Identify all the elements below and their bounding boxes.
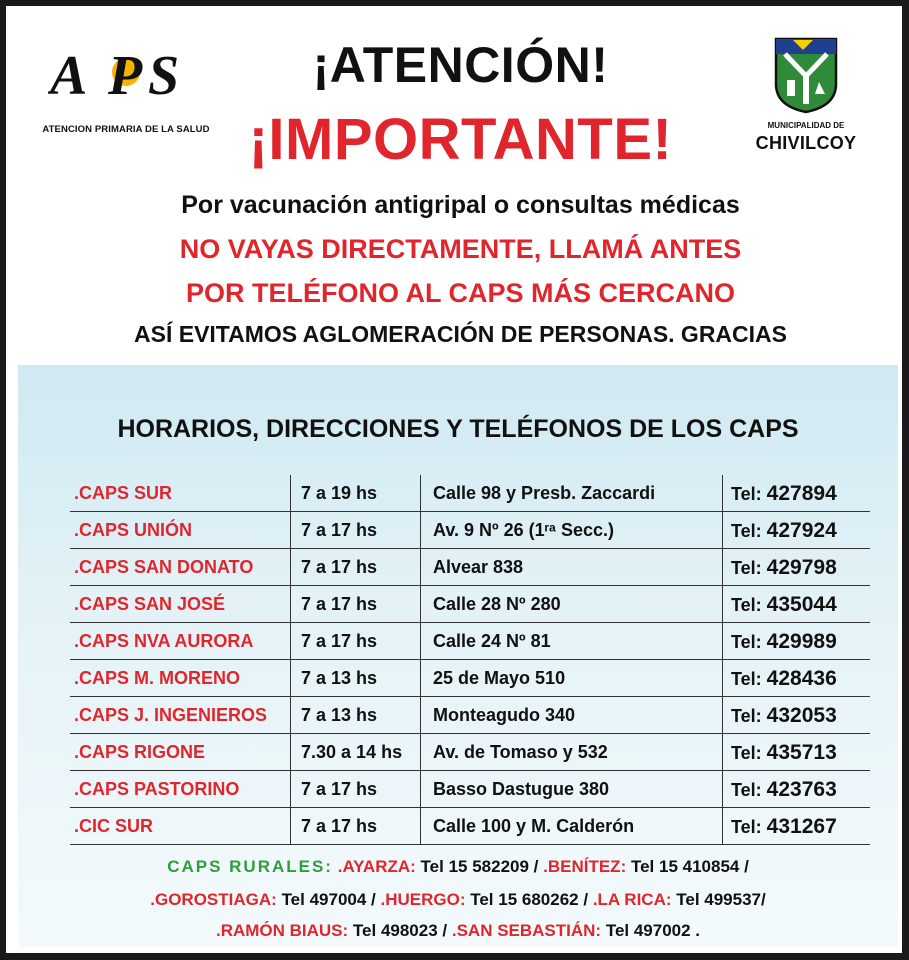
tel-number: 427894 bbox=[766, 482, 837, 505]
message-line-2: NO VAYAS DIRECTAMENTE, LLAMÁ ANTES bbox=[179, 234, 742, 264]
table-row bbox=[70, 586, 870, 623]
rural-tel: Tel 499537/ bbox=[676, 890, 766, 909]
rural-line-1 bbox=[18, 857, 898, 877]
message-line-4: ASÍ EVITAMOS AGLOMERACIÓN DE PERSONAS. GRACIAS bbox=[134, 321, 787, 347]
rural-name: .SAN SEBASTIÁN: bbox=[451, 921, 602, 940]
rural-tel: Tel 15 680262 / bbox=[470, 890, 589, 909]
caps-hours: 7 a 13 hs bbox=[290, 660, 420, 697]
caps-name: .CAPS J. INGENIEROS bbox=[74, 705, 268, 725]
rural-name: .AYARZA: bbox=[337, 857, 416, 876]
caps-hours: 7 a 17 hs bbox=[290, 512, 420, 549]
caps-phone bbox=[722, 623, 870, 660]
rural-line-2 bbox=[18, 890, 898, 910]
caps-name: .CIC SUR bbox=[74, 816, 154, 836]
caps-hours: 7 a 17 hs bbox=[290, 549, 420, 586]
rural-name: .HUERGO: bbox=[380, 890, 466, 909]
caps-phone bbox=[722, 549, 870, 586]
municipality-logo bbox=[746, 36, 866, 161]
title-attention: ¡ATENCIÓN! bbox=[312, 37, 609, 93]
caps-address: Basso Dastugue 380 bbox=[420, 771, 722, 808]
caps-hours: 7 a 13 hs bbox=[290, 697, 420, 734]
caps-address: Av. 9 Nº 26 (1ʳᵃ Secc.) bbox=[420, 512, 722, 549]
tel-number: 435713 bbox=[766, 741, 837, 764]
caps-name: .CAPS NVA AURORA bbox=[74, 631, 254, 651]
caps-name: .CAPS SAN JOSÉ bbox=[74, 594, 226, 614]
svg-text:S: S bbox=[148, 45, 180, 104]
caps-name: .CAPS PASTORINO bbox=[74, 779, 240, 799]
tel-number: 429989 bbox=[766, 630, 837, 653]
municipality-name: CHIVILCOY bbox=[755, 133, 857, 153]
rural-tel: Tel 15 582209 / bbox=[420, 857, 539, 876]
caps-name: .CAPS SUR bbox=[74, 483, 173, 503]
tel-label: Tel: bbox=[731, 632, 767, 652]
tel-number: 432053 bbox=[766, 704, 837, 727]
aps-subtitle: ATENCION PRIMARIA DE LA SALUD bbox=[42, 124, 210, 135]
tel-number: 427924 bbox=[766, 519, 837, 542]
tel-label: Tel: bbox=[731, 484, 767, 504]
tel-number: 435044 bbox=[766, 593, 837, 616]
municipality-label: MUNICIPALIDAD DE bbox=[767, 121, 845, 130]
rural-name: .RAMÓN BIAUS: bbox=[215, 921, 349, 940]
caps-name: .CAPS M. MORENO bbox=[74, 668, 241, 688]
caps-phone bbox=[722, 697, 870, 734]
tel-number: 423763 bbox=[766, 778, 837, 801]
table-row bbox=[70, 512, 870, 549]
table-row bbox=[70, 697, 870, 734]
caps-address: 25 de Mayo 510 bbox=[420, 660, 722, 697]
svg-text:A: A bbox=[50, 45, 88, 104]
tel-label: Tel: bbox=[731, 595, 767, 615]
caps-address: Calle 28 Nº 280 bbox=[420, 586, 722, 623]
caps-address: Alvear 838 bbox=[420, 549, 722, 586]
rural-tel: Tel 498023 / bbox=[352, 921, 448, 940]
caps-phone bbox=[722, 771, 870, 808]
shield-icon bbox=[773, 36, 839, 114]
caps-hours: 7 a 17 hs bbox=[290, 586, 420, 623]
tel-label: Tel: bbox=[731, 743, 767, 763]
rural-name: .LA RICA: bbox=[592, 890, 672, 909]
tel-label: Tel: bbox=[731, 521, 767, 541]
table-row bbox=[70, 771, 870, 808]
tel-label: Tel: bbox=[731, 558, 767, 578]
table-row bbox=[70, 623, 870, 660]
rural-label: CAPS RURALES: bbox=[167, 857, 333, 876]
caps-hours: 7.30 a 14 hs bbox=[290, 734, 420, 771]
caps-hours: 7 a 17 hs bbox=[290, 623, 420, 660]
rural-tel: Tel 497004 / bbox=[281, 890, 376, 909]
caps-phone bbox=[722, 660, 870, 697]
table-title: HORARIOS, DIRECCIONES Y TELÉFONOS DE LOS CAPS bbox=[117, 415, 799, 443]
caps-hours: 7 a 17 hs bbox=[290, 771, 420, 808]
rural-name: .GOROSTIAGA: bbox=[150, 890, 277, 909]
caps-table bbox=[70, 475, 870, 845]
caps-phone bbox=[722, 734, 870, 771]
tel-label: Tel: bbox=[731, 669, 767, 689]
table-row bbox=[70, 808, 870, 845]
rural-tel: Tel 497002 . bbox=[605, 921, 701, 940]
table-row bbox=[70, 660, 870, 697]
caps-hours: 7 a 17 hs bbox=[290, 808, 420, 845]
caps-phone bbox=[722, 586, 870, 623]
tel-label: Tel: bbox=[731, 817, 767, 837]
caps-hours: 7 a 19 hs bbox=[290, 475, 420, 512]
caps-name: .CAPS SAN DONATO bbox=[74, 557, 254, 577]
message-line-3: POR TELÉFONO AL CAPS MÁS CERCANO bbox=[185, 278, 736, 308]
caps-address: Calle 100 y M. Calderón bbox=[420, 808, 722, 845]
caps-name: .CAPS RIGONE bbox=[74, 742, 206, 762]
table-row bbox=[70, 475, 870, 512]
rural-tel: Tel 15 410854 / bbox=[630, 857, 749, 876]
tel-label: Tel: bbox=[731, 780, 767, 800]
tel-number: 429798 bbox=[766, 556, 837, 579]
caps-phone bbox=[722, 808, 870, 845]
svg-text:P: P bbox=[108, 45, 143, 104]
message-line-1: Por vacunación antigripal o consultas médicas bbox=[181, 191, 740, 219]
caps-address: Calle 98 y Presb. Zaccardi bbox=[420, 475, 722, 512]
rural-line-3 bbox=[18, 921, 898, 941]
caps-phone bbox=[722, 512, 870, 549]
caps-address: Calle 24 Nº 81 bbox=[420, 623, 722, 660]
tel-number: 431267 bbox=[766, 815, 837, 838]
caps-address: Av. de Tomaso y 532 bbox=[420, 734, 722, 771]
table-row bbox=[70, 549, 870, 586]
table-row bbox=[70, 734, 870, 771]
caps-panel bbox=[18, 365, 898, 947]
tel-label: Tel: bbox=[731, 706, 767, 726]
caps-address: Monteagudo 340 bbox=[420, 697, 722, 734]
rural-name: .BENÍTEZ: bbox=[543, 857, 627, 876]
tel-number: 428436 bbox=[766, 667, 837, 690]
caps-phone bbox=[722, 475, 870, 512]
title-important: ¡IMPORTANTE! bbox=[248, 107, 673, 172]
caps-name: .CAPS UNIÓN bbox=[74, 520, 193, 540]
